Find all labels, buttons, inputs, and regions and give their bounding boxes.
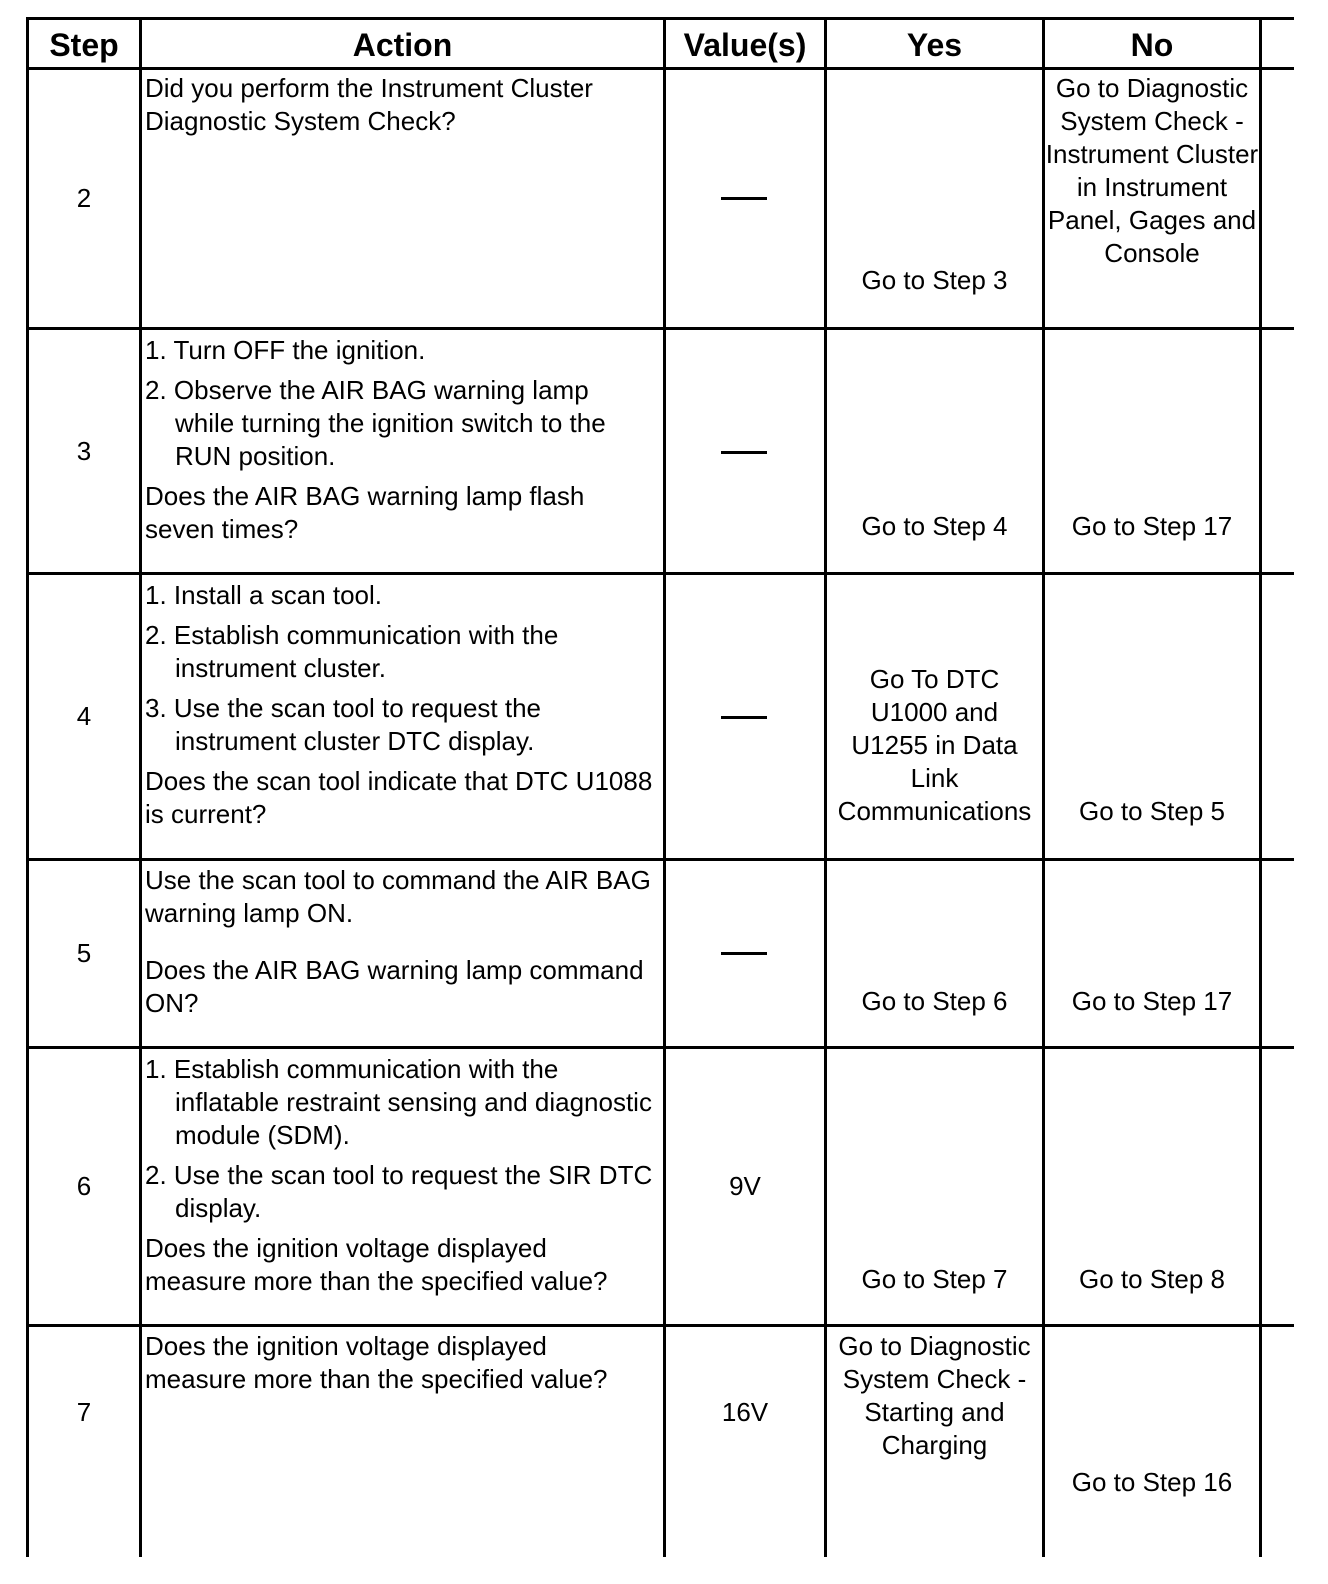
no-link[interactable]: Go to Diagnostic System Check - Instrument Cluster in Instrument Panel, Gages and Console [1045, 73, 1259, 268]
yes-link[interactable]: Go to Step 4 [861, 511, 1008, 541]
no-cell [1045, 861, 1259, 1018]
header-values: Value(s) [683, 26, 807, 63]
header-action: Action [352, 26, 453, 63]
action-text [145, 864, 655, 1020]
action-text [145, 72, 655, 138]
action-question: Does the AIR BAG warning lamp flash seven times? [145, 481, 585, 544]
value-dash [721, 716, 767, 719]
action-text [145, 1330, 655, 1396]
header-step: Step [49, 26, 119, 63]
no-link[interactable]: Go to Step 16 [1071, 1467, 1233, 1497]
yes-cell [827, 330, 1042, 543]
action-item: 1. Install a scan tool. [145, 580, 383, 610]
no-cell [1045, 1049, 1259, 1296]
step-number: 6 [76, 1171, 92, 1201]
value-dash [721, 451, 767, 454]
action-item: 3. Use the scan tool to request the instrument cluster DTC display. [145, 693, 542, 756]
yes-link[interactable]: Go to Step 6 [861, 986, 1008, 1016]
no-link[interactable]: Go to Step 17 [1071, 986, 1233, 1016]
action-instruction: Use the scan tool to command the AIR BAG warning lamp ON. [145, 865, 651, 928]
action-text [145, 334, 655, 546]
action-item: 2. Observe the AIR BAG warning lamp while turning the ignition switch to the RUN position. [145, 375, 606, 471]
step-number: 7 [76, 1396, 92, 1427]
yes-link[interactable]: Go to Diagnostic System Check - Starting and Charging [838, 1331, 1031, 1460]
no-cell [1045, 575, 1259, 828]
no-link[interactable]: Go to Step 5 [1079, 796, 1225, 826]
diagnostic-table [26, 17, 1294, 1557]
value-cell: 9V [729, 1171, 761, 1201]
yes-cell [827, 575, 1042, 828]
value-dash [721, 952, 767, 955]
yes-link[interactable]: Go To DTC U1000 and U1255 in Data Link Communications [837, 664, 1032, 826]
action-text [145, 1053, 655, 1298]
step-number: 3 [76, 435, 92, 466]
action-item: 2. Establish communication with the instrument cluster. [145, 620, 559, 683]
value-cell: 16V [721, 1396, 769, 1427]
action-item: 1. Turn OFF the ignition. [145, 335, 426, 365]
action-question: Did you perform the Instrument Cluster Diagnostic System Check? [145, 73, 593, 136]
no-link[interactable]: Go to Step 8 [1079, 1264, 1225, 1294]
no-cell [1045, 1327, 1259, 1499]
action-question: Does the ignition voltage displayed measure more than the specified value? [145, 1233, 608, 1296]
no-link[interactable]: Go to Step 17 [1071, 511, 1233, 541]
action-item: 1. Establish communication with the inflatable restraint sensing and diagnostic module (SDM). [145, 1054, 652, 1150]
action-question: Does the ignition voltage displayed measure more than the specified value? [145, 1331, 608, 1394]
value-dash [721, 197, 767, 200]
no-cell [1045, 330, 1259, 543]
yes-cell [827, 1049, 1042, 1296]
no-cell [1045, 72, 1259, 270]
step-number: 5 [76, 938, 92, 968]
action-text [145, 579, 655, 831]
action-question: Does the AIR BAG warning lamp command ON? [145, 955, 644, 1018]
yes-link[interactable]: Go to Step 3 [861, 265, 1008, 295]
step-number: 2 [76, 183, 92, 213]
step-number: 4 [76, 701, 92, 731]
action-item: 2. Use the scan tool to request the SIR DTC display. [145, 1160, 653, 1223]
header-yes: Yes [906, 26, 963, 63]
yes-cell [827, 70, 1042, 297]
yes-cell [827, 861, 1042, 1018]
yes-cell [827, 1330, 1042, 1462]
action-question: Does the scan tool indicate that DTC U1088 is current? [145, 766, 653, 829]
yes-link[interactable]: Go to Step 7 [861, 1264, 1008, 1294]
header-no: No [1130, 26, 1174, 63]
